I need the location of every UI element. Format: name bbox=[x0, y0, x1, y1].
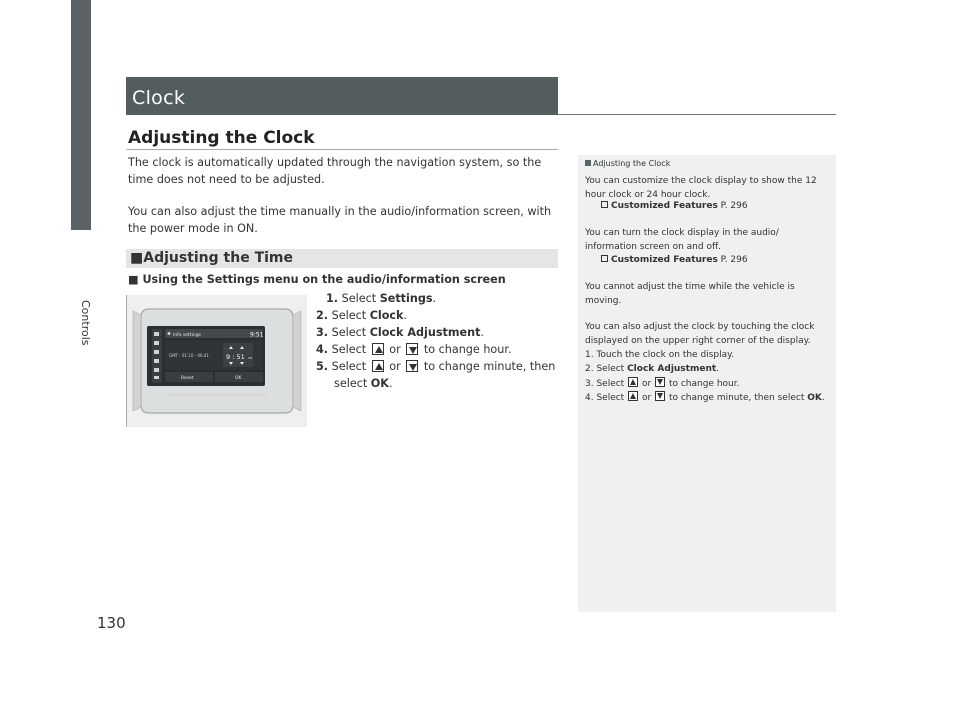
intro-paragraph-1: The clock is automatically updated through the navigation system, so the time does not need to be adjusted. bbox=[128, 156, 542, 186]
chapter-title: Clock bbox=[132, 87, 186, 109]
page-number: 130 bbox=[97, 614, 126, 632]
screen-title: Info settings bbox=[173, 333, 201, 338]
up-button-icon bbox=[628, 377, 638, 387]
screen-ok-button: OK bbox=[235, 376, 242, 381]
down-button-icon bbox=[406, 343, 418, 355]
step-5-continued: select OK. bbox=[334, 377, 393, 390]
section-rule bbox=[126, 149, 558, 150]
down-button-icon bbox=[406, 360, 418, 372]
screen-time-value: 9 : 51 bbox=[226, 353, 245, 361]
chapter-side-label: Controls bbox=[79, 300, 92, 346]
note-sidebar bbox=[578, 155, 836, 612]
step-5: 5. Select or to change minute, then bbox=[316, 360, 556, 373]
method-heading: ■ Using the Settings menu on the audio/information screen bbox=[128, 273, 506, 286]
down-button-icon bbox=[655, 377, 665, 387]
note-reference-1: Customized Features P. 296 bbox=[585, 200, 833, 214]
head-unit-drawing bbox=[127, 295, 307, 427]
subsection-bar bbox=[126, 249, 558, 268]
section-title: Adjusting the Clock bbox=[128, 128, 315, 148]
up-button-icon bbox=[628, 391, 638, 401]
note-step-3: 3. Select or to change hour. bbox=[585, 379, 740, 389]
down-button-icon bbox=[655, 391, 665, 401]
step-2: 2. Select Clock. bbox=[316, 309, 408, 322]
note-step-1: 1. Touch the clock on the display. bbox=[585, 350, 734, 360]
screen-gmt: GMT : 01:10 - 06:41 bbox=[169, 353, 209, 358]
reference-icon bbox=[601, 255, 608, 262]
note-paragraph-1: You can customize the clock display to show the 12 hour clock or 24 hour clock. bbox=[585, 176, 817, 200]
note-step-4: 4. Select or to change minute, then select OK. bbox=[585, 393, 825, 403]
reference-icon bbox=[601, 201, 608, 208]
step-3: 3. Select Clock Adjustment. bbox=[316, 326, 484, 339]
head-unit-illustration bbox=[127, 295, 307, 427]
screen-ampm: PM bbox=[248, 356, 253, 360]
note-step-2: 2. Select Clock Adjustment. bbox=[585, 364, 720, 374]
up-button-icon bbox=[372, 343, 384, 355]
screen-reset-button: Reset bbox=[181, 376, 194, 381]
up-button-icon bbox=[372, 360, 384, 372]
screen-clock: 9:51 bbox=[250, 331, 264, 339]
note-paragraph-2: You can turn the clock display in the audio/ information screen on and off. bbox=[585, 228, 779, 252]
chapter-side-tab bbox=[71, 0, 91, 230]
note-paragraph-3: You cannot adjust the time while the vehicle is moving. bbox=[585, 282, 795, 306]
note-heading: Adjusting the Clock bbox=[585, 159, 670, 168]
step-1: 1. Select Settings. bbox=[326, 292, 437, 305]
note-arrow-icon bbox=[585, 160, 591, 166]
chapter-header bbox=[126, 77, 558, 115]
intro-paragraph-2: You can also adjust the time manually in the audio/information screen, with the power mode in ON. bbox=[128, 205, 552, 235]
note-reference-2: Customized Features P. 296 bbox=[585, 254, 833, 268]
note-paragraph-4: You can also adjust the clock by touching the clock displayed on the upper right corner of the display. bbox=[585, 322, 815, 346]
subsection-title: ■Adjusting the Time bbox=[130, 250, 294, 266]
step-4: 4. Select or to change hour. bbox=[316, 343, 512, 356]
header-rule bbox=[558, 114, 836, 115]
